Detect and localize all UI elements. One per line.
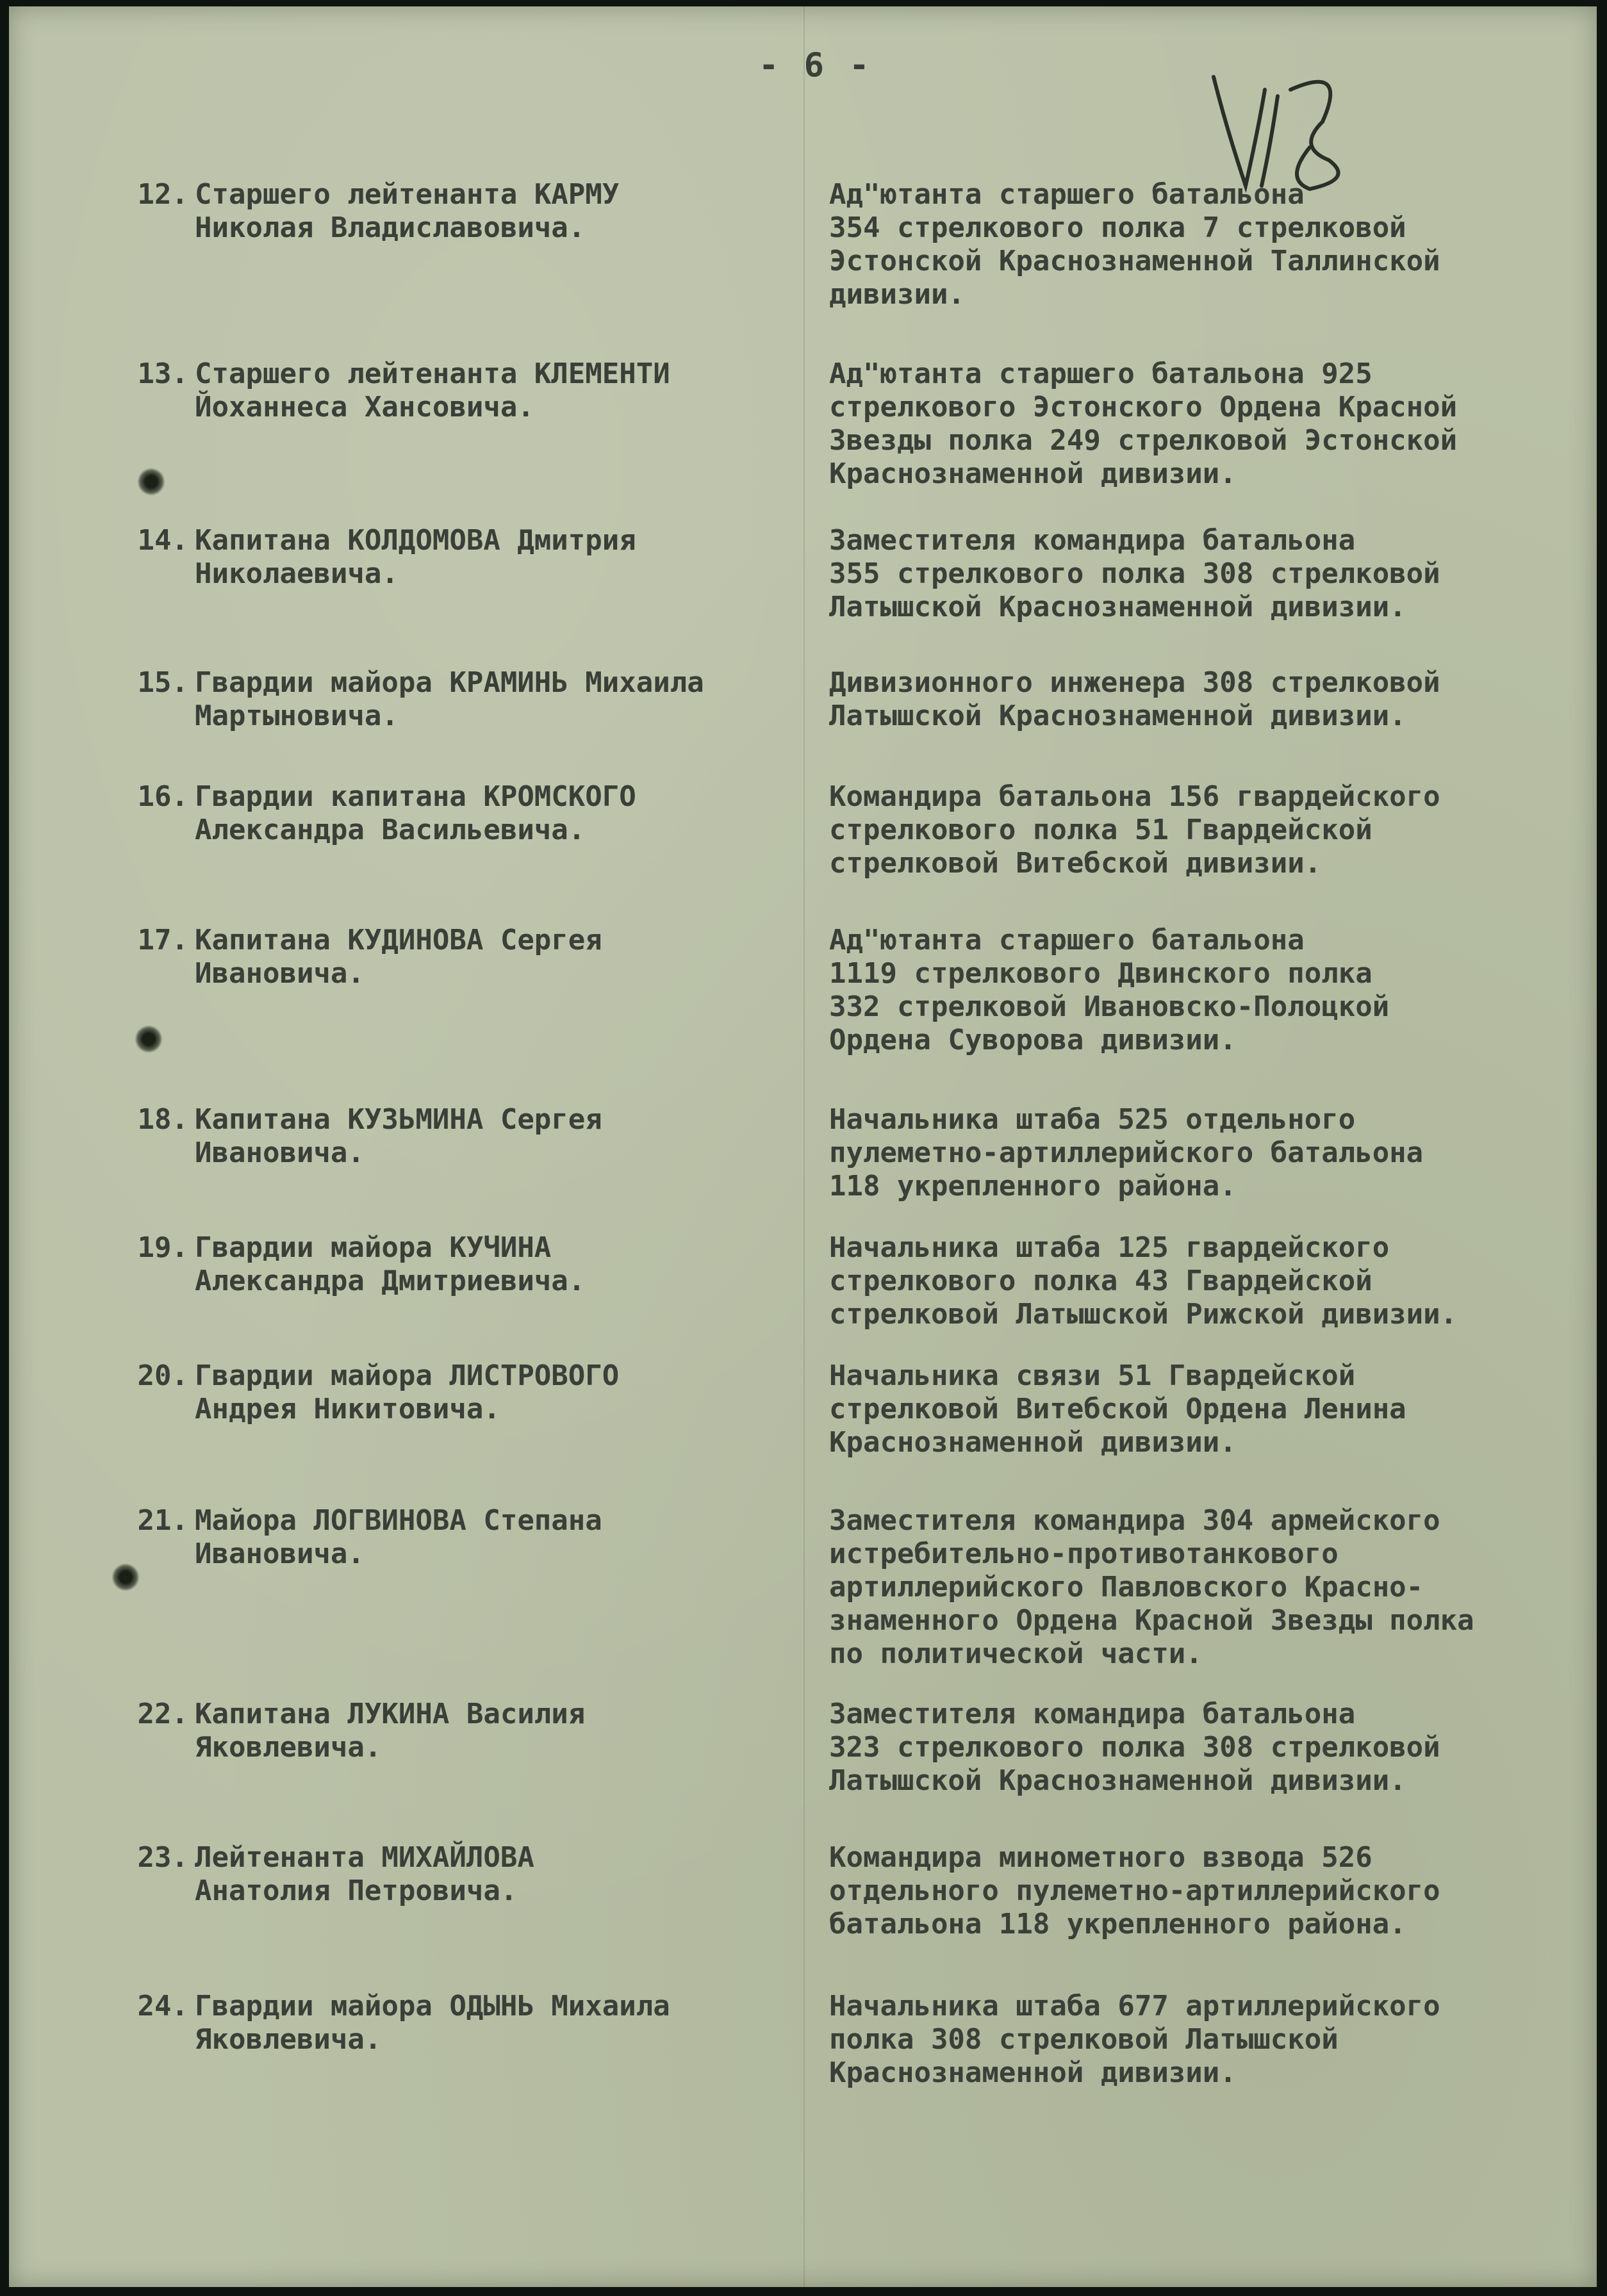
person-name: Гвардии майора ЛИСТРОВОГО Андрея Никитовича. [195,1359,620,1425]
person-name: Капитана ЛУКИНА Василия Яковлевича. [195,1698,586,1764]
person-name: Старшего лейтенанта КЛЕМЕНТИ Йоханнеса Хансовича. [195,357,670,423]
person-position: Начальника штаба 125 гвардейского стрелкового полка 43 Гвардейской стрелковой Латышской Рижской дивизии. [829,1231,1458,1331]
person-name: Капитана КОЛДОМОВА Дмитрия Николаевича. [195,524,636,590]
entry-number: 24. [137,1990,188,2022]
entry-number: 18. [137,1103,188,1136]
entry-number: 22. [137,1698,188,1730]
person-name: Капитана КУЗЬМИНА Сергея Ивановича. [195,1103,602,1169]
person-name: Гвардии капитана КРОМСКОГО Александра Васильевича. [195,780,636,846]
person-position: Командира батальона 156 гвардейского стрелкового полка 51 Гвардейской стрелковой Витебской дивизии. [829,780,1440,880]
person-position: Заместителя командира батальона 323 стрелкового полка 308 стрелковой Латышской Краснознаменной дивизии. [829,1698,1440,1797]
entry-number: 19. [137,1231,188,1264]
entry-number: 13. [137,357,188,390]
person-position: Ад"ютанта старшего батальона 354 стрелкового полка 7 стрелковой Эстонской Краснознаменной Таллинской дивизии. [829,178,1440,311]
entry-number: 12. [137,178,188,211]
entry-number: 21. [137,1504,188,1537]
person-name: Гвардии майора ОДЫНЬ Михаила Яковлевича. [195,1990,670,2056]
person-position: Заместителя командира батальона 355 стрелкового полка 308 стрелковой Латышской Краснознаменной дивизии. [829,524,1440,623]
punch-hole [111,1563,140,1591]
page-number: - 6 - [759,46,872,85]
entry-number: 15. [137,666,188,699]
person-name: Капитана КУДИНОВА Сергея Ивановича. [195,924,602,990]
person-position: Заместителя командира 304 армейского истребительно-противотанкового артиллерийского Павловского Красно- знаменного Ордена Красной Звезды полка по политической части. [829,1504,1474,1670]
entry-number: 16. [137,780,188,813]
person-position: Начальника штаба 525 отдельного пулеметно-артиллерийского батальона 118 укрепленного района. [829,1103,1424,1202]
entry-number: 17. [137,924,188,956]
document-page [9,6,1597,2287]
person-position: Командира минометного взвода 526 отдельного пулеметно-артиллерийского батальона 118 укрепленного района. [829,1841,1440,1940]
person-name: Гвардии майора КУЧИНА Александра Дмитриевича. [195,1231,586,1297]
person-name: Старшего лейтенанта КАРМУ Николая Владиславовича. [195,178,620,244]
punch-hole [137,468,165,496]
punch-hole [135,1025,163,1053]
person-position: Дивизионного инженера 308 стрелковой Латышской Краснознаменной дивизии. [829,666,1440,732]
person-name: Лейтенанта МИХАЙЛОВА Анатолия Петровича. [195,1841,534,1907]
entry-number: 14. [137,524,188,557]
person-position: Ад"ютанта старшего батальона 1119 стрелкового Двинского полка 332 стрелковой Ивановско-Полоцкой Ордена Суворова дивизии. [829,924,1390,1056]
entry-number: 23. [137,1841,188,1874]
person-position: Начальника связи 51 Гвардейской стрелковой Витебской Ордена Ленина Краснознаменной дивизии. [829,1359,1406,1459]
entry-number: 20. [137,1359,188,1392]
person-position: Ад"ютанта старшего батальона 925 стрелкового Эстонского Ордена Красной Звезды полка 249 стрелковой Эстонской Краснознаменной дивизии. [829,357,1458,490]
person-name: Майора ЛОГВИНОВА Степана Ивановича. [195,1504,602,1570]
person-position: Начальника штаба 677 артиллерийского полка 308 стрелковой Латышской Краснознаменной дивизии. [829,1990,1440,2089]
person-name: Гвардии майора КРАМИНЬ Михаила Мартыновича. [195,666,704,732]
